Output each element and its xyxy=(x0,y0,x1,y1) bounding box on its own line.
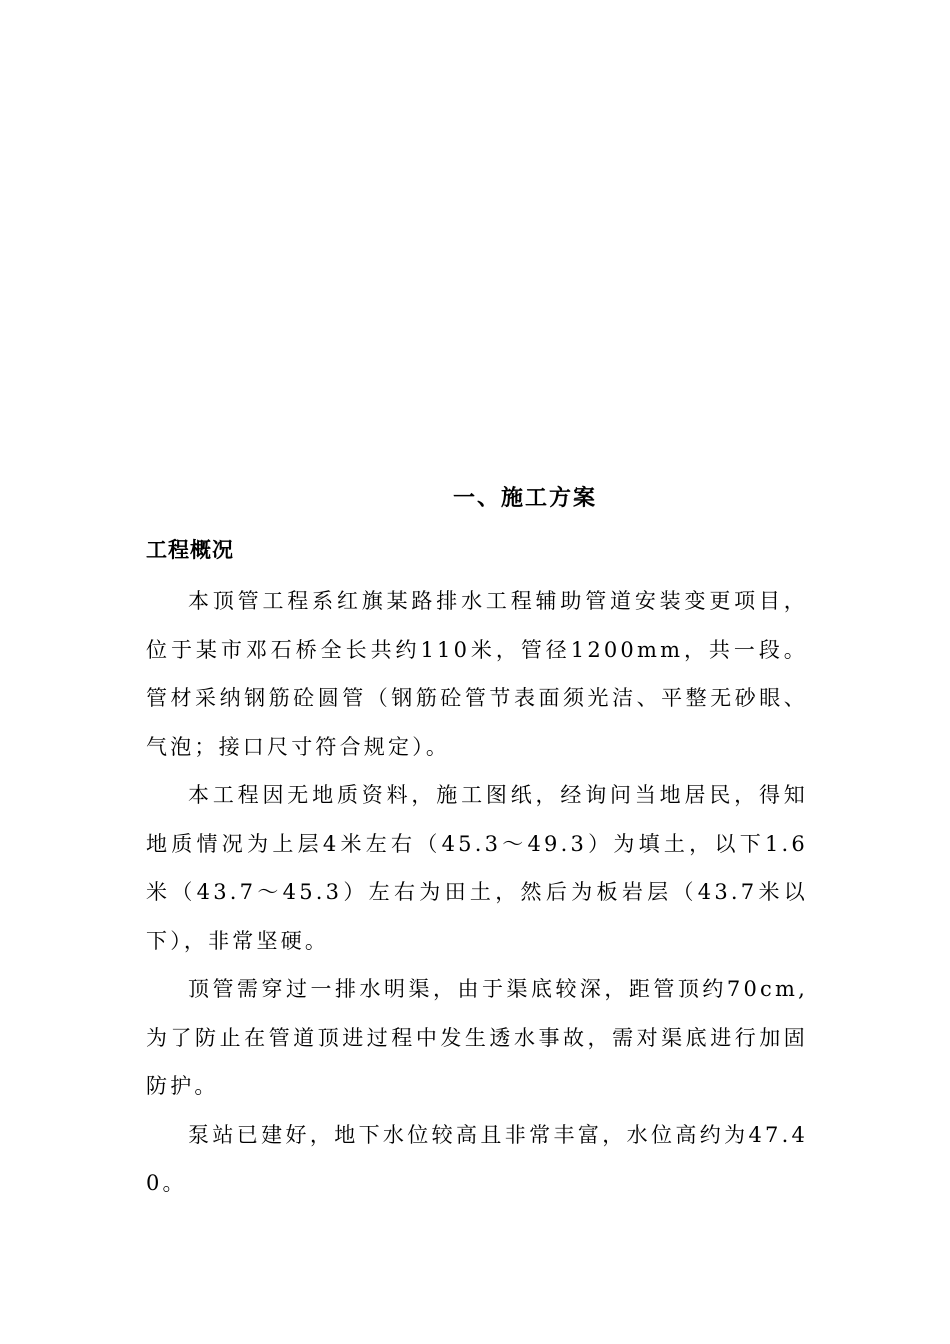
body-text xyxy=(146,577,808,1208)
paragraph-channel-crossing: 顶管需穿过一排水明渠，由于渠底较深，距管顶约70cm,为了防止在管道顶进过程中发生透水事故，需对渠底进行加固防护。 xyxy=(146,977,808,1098)
section-title: 一、施工方案 xyxy=(452,485,597,511)
paragraph-groundwater: 泵站已建好，地下水位较高且非常丰富，水位高约为47.40。 xyxy=(146,1122,808,1195)
project-overview-heading: 工程概况 xyxy=(146,537,234,562)
paragraph-geology: 本工程因无地质资料，施工图纸，经询问当地居民，得知地质情况为上层4米左右（45.3～49.3）为填土，以下1.6米（43.7～45.3）左右为田土，然后为板岩层（43.7米以下），非常坚硬。 xyxy=(146,783,808,953)
paragraph-project-scope: 本顶管工程系红旗某路排水工程辅助管道安装变更项目，位于某市邓石桥全长共约110米，管径1200mm，共一段。管材采纳钢筋砼圆管（钢筋砼管节表面须光洁、平整无砂眼、气泡；接口尺寸符合规定）。 xyxy=(146,589,808,759)
